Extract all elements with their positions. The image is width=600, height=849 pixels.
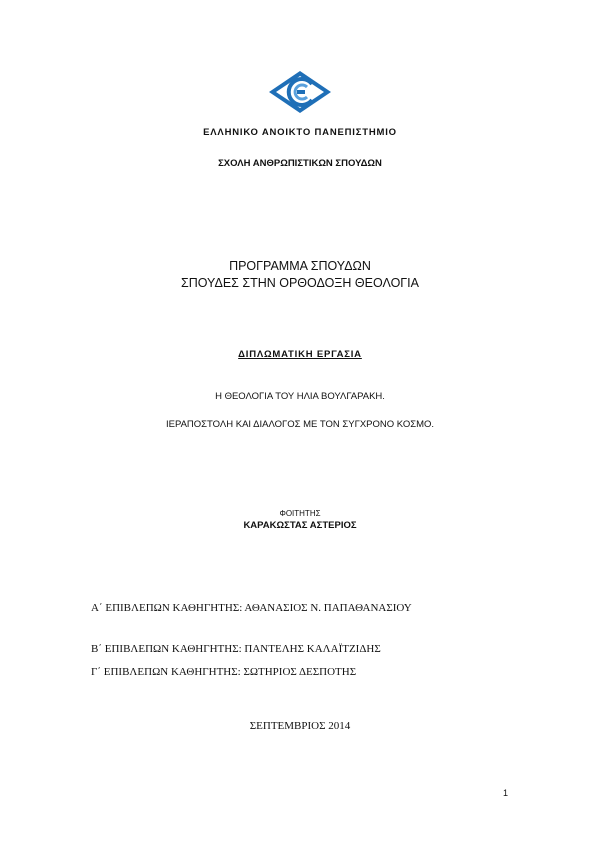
thesis-type-wrapper bbox=[0, 344, 600, 362]
program-subtitle: ΣΠΟΥΔΕΣ ΣΤΗΝ ΟΡΘΟΔΟΞΗ ΘΕΟΛΟΓΙΑ bbox=[180, 276, 419, 290]
university-name: ΕΛΛΗΝΙΚΟ ΑΝΟΙΚΤΟ ΠΑΝΕΠΙΣΤΗΜΙΟ bbox=[203, 127, 397, 138]
supervisor-c: Γ΄ ΕΠΙΒΛΕΠΩΝ ΚΑΘΗΓΗΤΗΣ: ΣΩΤΗΡΙΟΣ ΔΕΣΠΟΤΗΣ bbox=[91, 666, 357, 678]
student-name: ΚΑΡΑΚΩΣΤΑΣ ΑΣΤΕΡΙΟΣ bbox=[243, 520, 357, 531]
school-name: ΣΧΟΛΗ ΑΝΘΡΩΠΙΣΤΙΚΩΝ ΣΠΟΥΔΩΝ bbox=[218, 158, 382, 169]
supervisor-a: Α΄ ΕΠΙΒΛΕΠΩΝ ΚΑΘΗΓΗΤΗΣ: ΑΘΑΝΑΣΙΟΣ Ν. ΠΑΠΑΘΑΝΑΣΙΟΥ bbox=[91, 602, 412, 614]
submission-date: ΣΕΠΤΕΜΒΡΙΟΣ 2014 bbox=[249, 720, 351, 732]
page-number: 1 bbox=[503, 788, 509, 798]
supervisor-b: Β΄ ΕΠΙΒΛΕΠΩΝ ΚΑΘΗΓΗΤΗΣ: ΠΑΝΤΕΛΗΣ ΚΑΛΑΪΤΖΙΔΗΣ bbox=[91, 643, 381, 655]
thesis-title-line2: ΙΕΡΑΠΟΣΤΟΛΗ ΚΑΙ ΔΙΑΛΟΓΟΣ ΜΕ ΤΟΝ ΣΥΓΧΡΟΝΟ ΚΟΣΜΟ. bbox=[165, 419, 435, 430]
thesis-title-line1: Η ΘΕΟΛΟΓΙΑ ΤΟΥ ΗΛΙΑ ΒΟΥΛΓΑΡΑΚΗ. bbox=[215, 391, 385, 402]
thesis-type: ΔΙΠΛΩΜΑΤΙΚΗ ΕΡΓΑΣΙΑ bbox=[238, 349, 362, 360]
program-title: ΠΡΟΓΡΑΜΜΑ ΣΠΟΥΔΩΝ bbox=[229, 259, 371, 273]
student-label: ΦΟΙΤΗΤΗΣ bbox=[279, 509, 321, 518]
university-logo-icon bbox=[268, 70, 332, 114]
